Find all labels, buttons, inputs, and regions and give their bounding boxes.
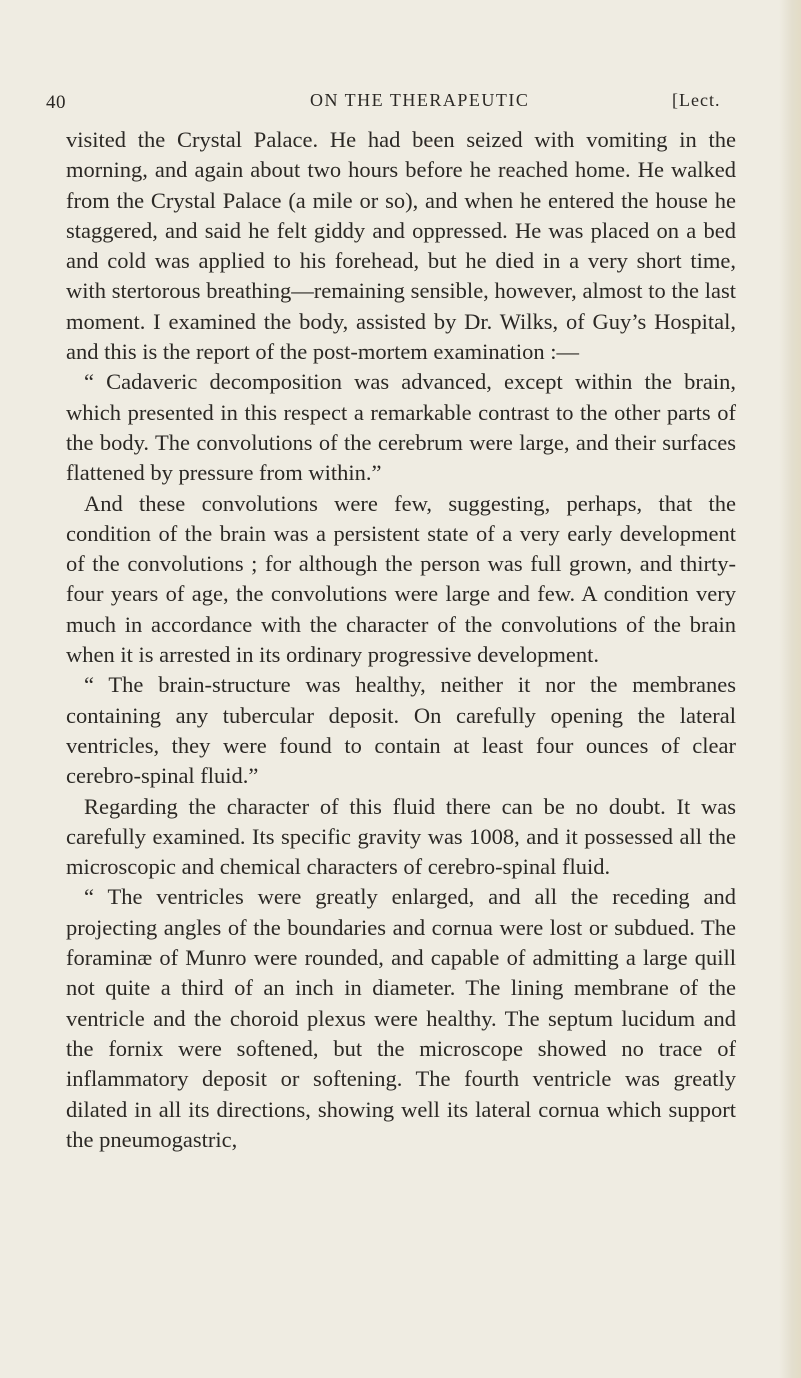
- paragraph-fluid: Regarding the character of this fluid there can be no doubt. It was carefully examined. Its specific gravity was 1008, and it possessed all the microscopic and chemical characters of cerebro-spinal fluid.: [66, 793, 736, 880]
- running-title: ON THE THERAPEUTIC: [310, 90, 530, 110]
- body-text: [66, 125, 736, 1155]
- paragraph-quote-cadaveric: “ Cadaveric decomposition was advanced, except within the brain, which presented in this respect a remarkable contrast to the other parts of the body. The convolutions of the cerebrum were large, and their surfaces flattened by pressure from within.”: [66, 369, 736, 486]
- paragraph-continuation: visited the Crystal Palace. He had been seized with vomiting in the morning, and again about two hours before he reached home. He walked from the Crystal Palace (a mile or so), and when he entered the house he staggered, and said he felt giddy and oppressed. He was placed on a bed and cold was applied to his forehead, but he died in a very short time, with stertorous breathing—remaining sensible, however, almost to the last moment. I examined the body, assisted by Dr. Wilks, of Guy’s Hospital, and this is the report of the post-mortem examination :—: [66, 127, 736, 365]
- paragraph-convolutions: And these convolutions were few, suggesting, perhaps, that the condition of the brain was a persistent state of a very early development of the convolutions ; for although the person was full grown, and thirty-four years of age, the convolutions were large and few. A condition very much in accordance with the character of the convolutions of the brain when it is arrested in its ordinary progressive development.: [66, 490, 736, 668]
- paragraph-quote-ventricles: “ The ventricles were greatly enlarged, and all the receding and projecting angles of the boundaries and cornua were lost or subdued. The foraminæ of Munro were rounded, and capable of admitting a large quill not quite a third of an inch in diameter. The lining membrane of the ventricle and the choroid plexus were healthy. The septum lucidum and the fornix were softened, but the microscope showed no trace of inflammatory deposit or softening. The fourth ventricle was greatly dilated in all its directions, showing well its lateral cornua which support the pneumogastric,: [66, 884, 736, 1152]
- lecture-marker: [Lect.: [672, 90, 721, 110]
- running-head: [0, 84, 801, 114]
- paragraph-quote-brain-structure: “ The brain-structure was healthy, neither it nor the membranes containing any tubercular deposit. On carefully opening the lateral ventricles, they were found to contain at least four ounces of clear cerebro-spinal fluid.”: [66, 672, 736, 789]
- page-number: 40: [46, 92, 66, 113]
- page-edge-shadow: [779, 0, 801, 1378]
